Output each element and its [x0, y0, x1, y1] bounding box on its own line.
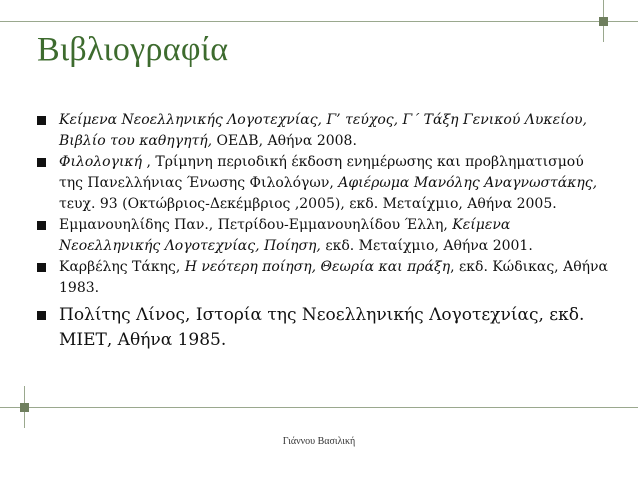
square-bullet-icon: [37, 263, 46, 272]
entry-text: Πολίτης Λίνος, Ιστορία της Νεοελληνικής Λογοτεχνίας, εκδ. ΜΙΕΤ, Αθήνα 1985.: [59, 305, 585, 350]
corner-square-top: [599, 17, 608, 26]
square-bullet-icon: [37, 311, 46, 320]
bibliography-entry: [0, 215, 638, 257]
slide-footer: Γιάννου Βασιλική: [282, 436, 356, 447]
entry-title-text: Αφιέρωμα Μανόλης Αναγνωστάκης,: [338, 175, 598, 191]
entry-text: εκδ. Μεταίχμιο, Αθήνα 2001.: [320, 238, 533, 254]
bottom-rule: [0, 407, 638, 408]
bibliography-entry: [0, 110, 638, 152]
corner-square-bottom: [20, 403, 29, 412]
entry-title-text: Φιλολογική: [59, 154, 142, 170]
entry-title-text: Κείμενα Νεοελληνικής Λογοτεχνίας, Ποίηση,: [59, 217, 511, 254]
square-bullet-icon: [37, 116, 46, 125]
top-rule: [0, 21, 638, 22]
square-bullet-icon: [37, 221, 46, 230]
entry-text: , Τρίμηνη περιοδική έκδοση ενημέρωσης και προβληματισμού της Πανελλήνιας Ένωσης Φιλολόγων,: [59, 154, 584, 191]
square-bullet-icon: [37, 158, 46, 167]
bibliography-entry: [0, 257, 638, 299]
bibliography-list: [0, 110, 638, 353]
slide-title: Βιβλιογραφία: [37, 31, 229, 68]
entry-text: τευχ. 93 (Οκτώβριος-Δεκέμβριος ,2005), εκδ. Μεταίχμιο, Αθήνα 2005.: [59, 196, 557, 212]
bibliography-entry: [0, 152, 638, 215]
entry-text: Εμμανουηλίδης Παν., Πετρίδου-Εμμανουηλίδου Έλλη,: [59, 217, 453, 233]
entry-text: , εκδ. Κώδικας, Αθήνα 1983.: [59, 259, 608, 296]
entry-title-text: Η νεότερη ποίηση, Θεωρία και πράξη: [184, 259, 451, 275]
bibliography-entry: [0, 303, 638, 353]
entry-text: Καρβέλης Τάκης,: [59, 259, 185, 275]
entry-title-text: Κείμενα Νεοελληνικής Λογοτεχνίας, Γ’ τεύχος, Γ΄ Τάξη Γενικού Λυκείου, Βιβλίο του καθηγητή,: [59, 112, 587, 149]
entry-text: ΟΕΔΒ, Αθήνα 2008.: [212, 133, 357, 149]
